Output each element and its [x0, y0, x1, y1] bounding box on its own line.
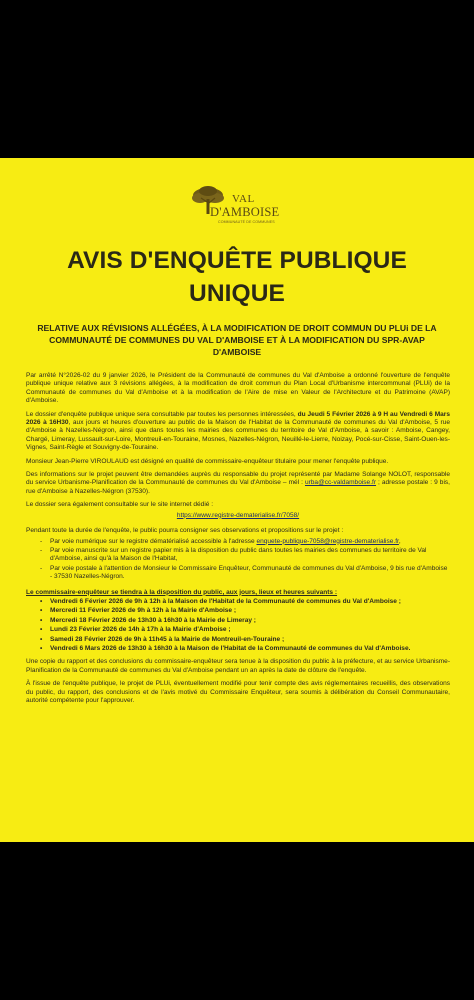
list-item: • Vendredi 6 Mars 2026 de 13h30 à 16h30 à la Maison de l'Habitat de la Communauté de communes du Val d'Amboise. — [40, 645, 450, 653]
paragraph-website: Le dossier sera également consultable sur le site internet dédié : — [26, 501, 214, 509]
list-item: - Par voie manuscrite sur un registre papier mis à la disposition du public dans toutes les mairies des communes du territoire de Val d'Amboise, ainsi qu'à la Maison de l'Habitat, — [40, 547, 450, 564]
website-link-row — [26, 512, 450, 520]
information-text-start: Des informations sur le projet peuvent être demandées auprès du responsable du projet représenté par Madame Solange NOLOT, responsable du service Urbanisme-Planification de la Communauté de communes du Val d'Amboise – mél : — [26, 471, 450, 487]
paragraph-consultation — [26, 411, 450, 453]
list-item: - Par voie postale à l'attention de Monsieur le Commissaire Enquêteur, Communauté de communes du Val d'Amboise, 9 bis rue d'Amboise - 37530 Nazelles-Négron. — [40, 565, 450, 582]
notice-title-line-1: AVIS D'ENQUÊTE PUBLIQUE — [67, 247, 407, 274]
contact-email-link[interactable]: urba@cc-valdamboise.fr — [304, 479, 377, 487]
logo-wordmark — [210, 194, 279, 224]
method-text: Par voie numérique sur le registre dématérialisé accessible à l'adresse — [50, 537, 257, 545]
notice-title-line-2: UNIQUE — [189, 280, 285, 307]
logo-line-val: VAL — [232, 193, 255, 205]
registry-website-link[interactable]: https://www.registre-dematerialise.fr/7058/ — [176, 511, 300, 519]
list-item: • Vendredi 6 Février 2026 de 9h à 12h à la Maison de l'Habitat de la Communauté de communes du Val d'Amboise ; — [40, 598, 450, 606]
list-item: • Mercredi 11 Février 2026 de 9h à 12h à la Mairie d'Amboise ; — [40, 607, 450, 615]
consultation-text-end: , aux jours et heures d'ouverture au public de la Maison de l'Habitat de la Communauté de communes du Val d'Amboise, 5 rue d'Amboise à Nazelles-Négron, ainsi que dans toutes les mairies des communes du territoire de Val d'Amboise, à savoir : Amboise, Cangey, Chargé, Limeray, Lussault-sur-Loire, Montreuil-en-Touraine, Mosnes, Nazelles-Négron, Neuillé-le-Lierre, Noizay, Pocé-sur-Cisse, Saint-Ouen-les-Vignes, Saint-Règle et Souvigny-de-Touraine. — [26, 419, 450, 452]
paragraph-decree: Par arrêté N°2026-02 du 9 janvier 2026, le Président de la Communauté de communes du Val d'Amboise a ordonné l'ouverture de l'enquête publique unique relative aux 3 révisions allégées, à la modification de droit commun du Plan Local d'Urbanisme intercommunal (PLUi) de la Communauté de communes du Val d'Amboise et à la modification de l'Aire de mise en Valeur de l'Architecture et du Patrimoine (AVAP) d'Amboise. — [26, 372, 450, 405]
list-item: • Mercredi 18 Février 2026 de 13h30 à 16h30 à la Mairie de Limeray ; — [40, 617, 450, 625]
paragraph-information — [26, 471, 450, 496]
val-damboise-logo — [188, 180, 284, 226]
logo-tagline: COMMUNAUTÉ DE COMMUNES — [218, 219, 275, 224]
notice-body — [26, 372, 450, 710]
method-text-after: , — [398, 537, 401, 545]
paragraph-observations: Pendant toute la durée de l'enquête, le public pourra consigner ses observations et propositions sur le projet : — [26, 527, 344, 535]
consultation-text-start: Le dossier d'enquête publique unique sera consultable par toutes les personnes intéressées, — [26, 410, 298, 418]
observation-methods-list — [26, 538, 450, 582]
paragraph-deliberation: À l'issue de l'enquête publique, le projet de PLUi, éventuellement modifié pour tenir compte des avis réglementaires recueillis, des observations du public, du rapport, des conclusions et de l'avis motivé du Commissaire Enquêteur, sera soumis à délibération du Conseil Communautaire, autorité compétente pour l'approuver. — [26, 680, 450, 704]
permanence-lead: Le commissaire-enquêteur se tiendra à la disposition du public, aux jours, lieux et heures suivants : — [26, 588, 338, 596]
registry-email-link[interactable]: enquete-publique-7058@registre-dematerialise.fr — [256, 537, 399, 545]
permanence-schedule-list — [26, 598, 450, 653]
notice-subtitle: RELATIVE AUX RÉVISIONS ALLÉGÉES, À LA MODIFICATION DE DROIT COMMUN DU PLUi DE LA COMMUNAUTÉ DE COMMUNES DU VAL D'AMBOISE ET À LA MODIFICATION DU SPR-AVAP D'AMBOISE — [37, 323, 437, 357]
list-item: • Lundi 23 Février 2026 de 14h à 17h à la Mairie d'Amboise ; — [40, 626, 450, 634]
paragraph-report: Une copie du rapport et des conclusions du commissaire-enquêteur sera tenue à la disposition du public à la préfecture, et au service Urbanisme-Planification de la Communauté de communes du Val d'Amboise pendant un an après la date de clôture de l'enquête. — [26, 658, 450, 674]
consultation-dates: du Jeudi 5 Février 2026 à 9 H au Vendredi 6 Mars 2026 à 16H30 — [26, 410, 450, 427]
notice-title — [0, 244, 474, 310]
public-notice-poster — [0, 158, 474, 842]
logo-line-amboise: D'AMBOISE — [210, 205, 280, 219]
list-item — [40, 538, 450, 546]
paragraph-commissioner: Monsieur Jean-Pierre VIROULAUD est désigné en qualité de commissaire-enquêteur titulaire pour mener l'enquête publique. — [26, 457, 389, 465]
list-item: • Samedi 28 Février 2026 de 9h à 11h45 à la Mairie de Montreuil-en-Touraine ; — [40, 636, 450, 644]
information-text-end: ; adresse postale : 9 bis, rue d'Amboise à Nazelles-Négron (37530). — [26, 479, 450, 495]
